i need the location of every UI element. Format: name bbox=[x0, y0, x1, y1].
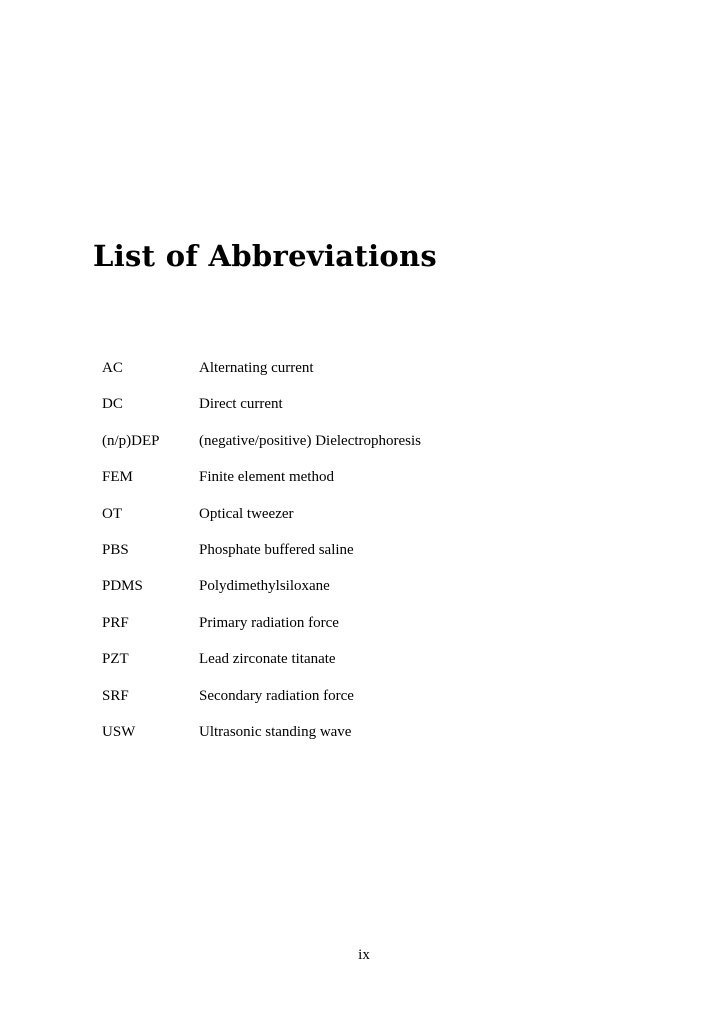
abbreviation-row bbox=[102, 358, 421, 394]
abbreviation-definition: Optical tweezer bbox=[199, 505, 294, 522]
abbreviation-term: OT bbox=[102, 505, 122, 522]
abbreviation-list bbox=[102, 358, 421, 758]
abbreviation-row bbox=[102, 431, 421, 467]
abbreviation-term: PRF bbox=[102, 614, 129, 631]
abbreviation-definition: Secondary radiation force bbox=[199, 687, 354, 704]
abbreviation-definition: Ultrasonic standing wave bbox=[199, 723, 352, 740]
abbreviation-row bbox=[102, 576, 421, 612]
abbreviation-term: USW bbox=[102, 723, 136, 740]
abbreviation-row bbox=[102, 540, 421, 576]
abbreviation-definition: Lead zirconate titanate bbox=[199, 651, 336, 668]
abbreviation-row bbox=[102, 504, 421, 540]
abbreviation-definition: Primary radiation force bbox=[199, 614, 339, 631]
abbreviation-definition: Polydimethylsiloxane bbox=[199, 578, 330, 595]
abbreviation-term: (n/p)DEP bbox=[102, 432, 160, 449]
abbreviation-term: FEM bbox=[102, 469, 133, 486]
abbreviation-row bbox=[102, 649, 421, 685]
page-number: ix bbox=[358, 947, 370, 963]
abbreviation-definition: Phosphate buffered saline bbox=[199, 541, 354, 558]
abbreviation-row bbox=[102, 722, 421, 758]
abbreviation-row bbox=[102, 467, 421, 503]
abbreviation-row bbox=[102, 394, 421, 430]
abbreviation-definition: Finite element method bbox=[199, 469, 334, 486]
abbreviation-definition: Direct current bbox=[199, 396, 283, 413]
abbreviation-term: AC bbox=[102, 360, 123, 376]
page-title: List of Abbreviations bbox=[93, 239, 438, 273]
abbreviation-term: DC bbox=[102, 396, 123, 413]
abbreviation-term: SRF bbox=[102, 687, 129, 704]
abbreviation-term: PZT bbox=[102, 651, 129, 668]
abbreviation-row bbox=[102, 613, 421, 649]
abbreviation-definition: (negative/positive) Dielectrophoresis bbox=[199, 432, 422, 449]
abbreviation-row bbox=[102, 686, 421, 722]
abbreviation-term: PBS bbox=[102, 541, 129, 558]
abbreviation-definition: Alternating current bbox=[199, 360, 314, 376]
abbreviation-term: PDMS bbox=[102, 578, 143, 595]
